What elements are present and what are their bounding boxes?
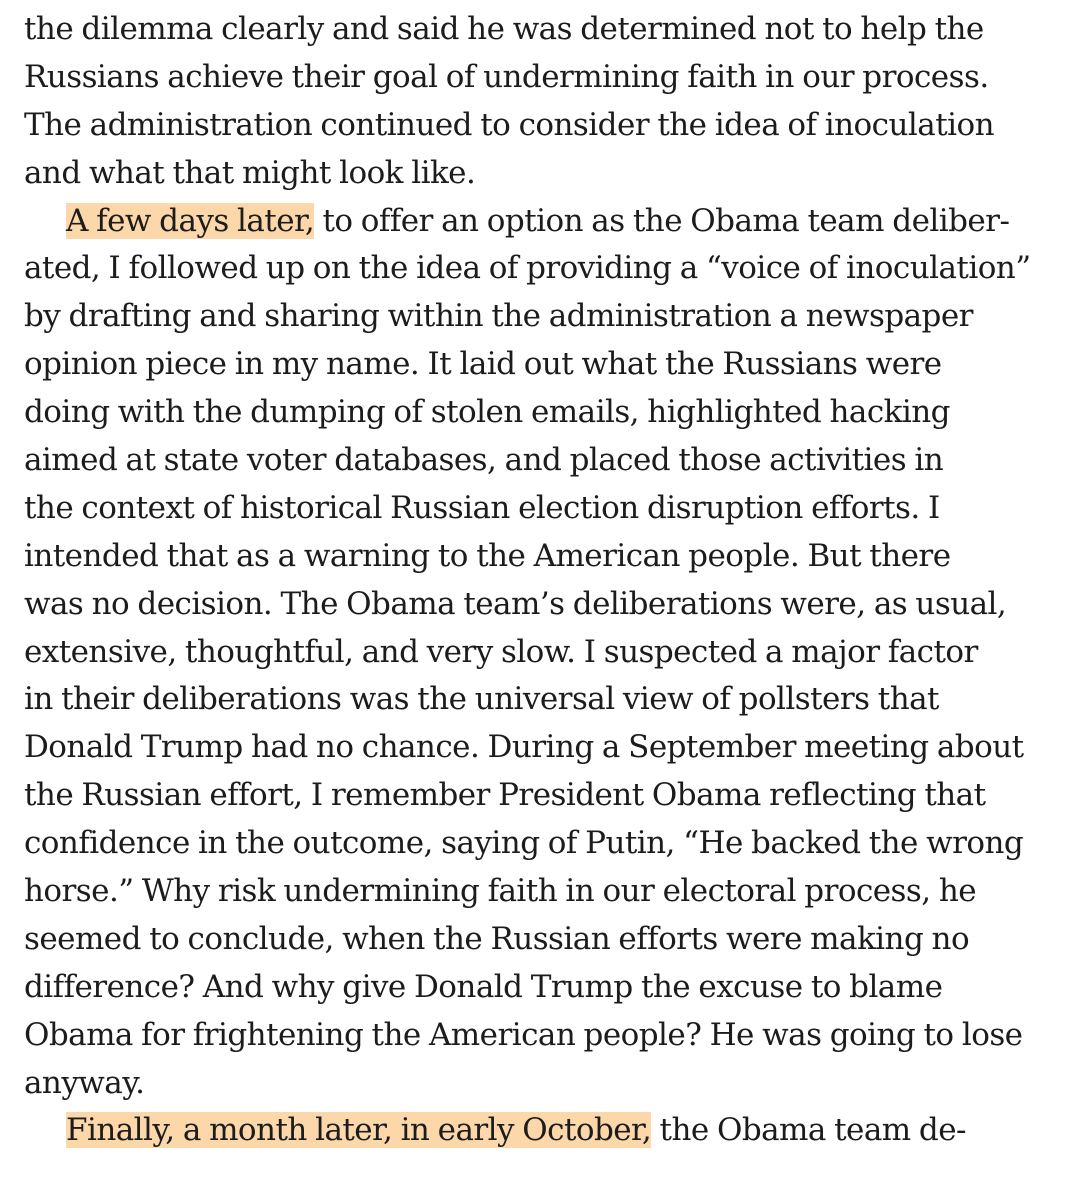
text-line: the Russian effort, I remember President Obama reflecting that	[24, 777, 986, 814]
text-line: aimed at state voter databases, and placed those activities in	[24, 442, 944, 479]
text-line: opinion piece in my name. It laid out what the Russians were	[24, 346, 942, 383]
text-line: The administration continued to consider the idea of inoculation	[24, 106, 994, 143]
text-line: intended that as a warning to the American people. But there	[24, 537, 951, 574]
text-line: Obama for frightening the American people? He was going to lose	[24, 1016, 1023, 1053]
text-line: seemed to conclude, when the Russian efforts were making no	[24, 920, 970, 957]
text-line: the dilemma clearly and said he was determined not to help the	[24, 11, 984, 47]
text-line-paragraph-start	[24, 1107, 1074, 1155]
line-text: the Obama team de-	[651, 1112, 966, 1149]
text-line: confidence in the outcome, saying of Putin, “He backed the wrong	[24, 825, 1024, 862]
text-line: doing with the dumping of stolen emails, highlighted hacking	[24, 394, 950, 431]
highlighted-phrase: A few days later,	[66, 202, 315, 239]
text-line: Russians achieve their goal of undermining faith in our process.	[24, 58, 989, 95]
text-line: ated, I followed up on the idea of providing a “voice of inoculation”	[24, 250, 1031, 287]
text-line: the context of historical Russian election disruption efforts. I	[24, 489, 940, 526]
text-line-paragraph-start	[24, 198, 1074, 246]
text-line: and what that might look like.	[24, 154, 476, 191]
text-line: extensive, thoughtful, and very slow. I suspected a major factor	[24, 633, 978, 670]
highlighted-phrase: Finally, a month later, in early October,	[66, 1112, 652, 1149]
text-line: difference? And why give Donald Trump the excuse to blame	[24, 968, 943, 1005]
text-line: was no decision. The Obama team’s deliberations were, as usual,	[24, 585, 1007, 622]
text-line: by drafting and sharing within the administration a newspaper	[24, 298, 973, 335]
text-line: anyway.	[24, 1064, 145, 1101]
text-line: Donald Trump had no chance. During a September meeting about	[24, 729, 1024, 766]
text-line: in their deliberations was the universal view of pollsters that	[24, 681, 939, 718]
book-page-text	[24, 6, 1074, 1155]
line-text: to offer an option as the Obama team deliber-	[314, 202, 1010, 239]
text-line: horse.” Why risk undermining faith in our electoral process, he	[24, 873, 977, 910]
